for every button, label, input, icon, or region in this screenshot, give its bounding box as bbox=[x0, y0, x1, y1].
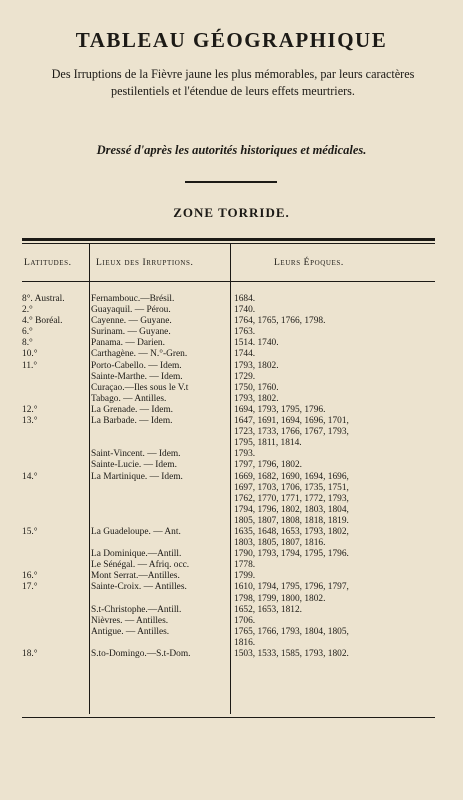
lieu-cell: La Dominique.—Antill. bbox=[91, 549, 182, 560]
table-row bbox=[22, 571, 435, 582]
epoques-cell: 1669, 1682, 1690, 1694, 1696, bbox=[234, 471, 349, 482]
lieu-cell: Fernambouc.—Brésil. bbox=[91, 294, 175, 304]
epoques-cell: 1795, 1811, 1814. bbox=[234, 438, 302, 449]
lieu-cell: La Grenade. — Idem. bbox=[91, 404, 173, 415]
epoques-cell: 1503, 1533, 1585, 1793, 1802. bbox=[234, 649, 349, 659]
table-row bbox=[22, 383, 435, 394]
table-row bbox=[22, 582, 435, 593]
epoques-cell: 1706. bbox=[234, 615, 256, 626]
epoques-cell: 1652, 1653, 1812. bbox=[234, 604, 302, 615]
column-header-epoques: Leurs Époques. bbox=[274, 258, 344, 268]
lieu-cell: Cayenne. — Guyane. bbox=[91, 316, 172, 327]
table-row bbox=[22, 549, 435, 560]
lieu-cell: La Guadeloupe. — Ant. bbox=[91, 526, 181, 537]
table-row bbox=[22, 294, 435, 305]
latitude-cell: 11.° bbox=[22, 360, 38, 371]
header-rule bbox=[22, 281, 435, 282]
table-row bbox=[22, 427, 435, 438]
epoques-cell: 1797, 1796, 1802. bbox=[234, 460, 302, 471]
page-subtitle: Des Irruptions de la Fièvre jaune les plus mémorables, par leurs caractères pestilentiels et l'étendue de leurs effets meurtriers. bbox=[51, 67, 415, 98]
epoques-cell: 1740. bbox=[234, 305, 256, 316]
epoques-cell: 1684. bbox=[234, 294, 256, 304]
table-row bbox=[22, 594, 435, 605]
epoques-cell: 1750, 1760. bbox=[234, 382, 279, 393]
epoques-cell: 1729. bbox=[234, 371, 256, 382]
epoques-cell: 1514. 1740. bbox=[234, 338, 279, 349]
epoques-cell: 1694, 1793, 1795, 1796. bbox=[234, 404, 326, 415]
epoques-cell: 1635, 1648, 1653, 1793, 1802, bbox=[234, 526, 349, 537]
table-row bbox=[22, 638, 435, 649]
lieu-cell: Sainte-Marthe. — Idem. bbox=[91, 371, 183, 382]
latitude-cell: 13.° bbox=[22, 416, 38, 427]
epoques-cell: 1798, 1799, 1800, 1802. bbox=[234, 593, 326, 604]
table-row bbox=[22, 472, 435, 483]
table-row bbox=[22, 560, 435, 571]
table-row bbox=[22, 505, 435, 516]
epoques-cell: 1794, 1796, 1802, 1803, 1804, bbox=[234, 504, 349, 515]
table-row bbox=[22, 605, 435, 616]
table-row bbox=[22, 361, 435, 372]
table-row bbox=[22, 527, 435, 538]
epoques-cell: 1793. bbox=[234, 449, 256, 460]
latitude-cell: 12.° bbox=[22, 404, 38, 415]
epoques-cell: 1763. bbox=[234, 327, 256, 338]
epoques-cell: 1697, 1703, 1706, 1735, 1751, bbox=[234, 482, 349, 493]
lieu-cell: Nièvres. — Antilles. bbox=[91, 615, 169, 626]
column-header-latitudes: Latitudes. bbox=[24, 258, 72, 268]
epoques-cell: 1723, 1733, 1766, 1767, 1793, bbox=[234, 427, 349, 438]
lieu-cell: Guayaquil. — Pérou. bbox=[91, 305, 171, 316]
table-row bbox=[22, 338, 435, 349]
table-row bbox=[22, 327, 435, 338]
table-row bbox=[22, 372, 435, 383]
latitude-cell: 8.° bbox=[22, 338, 33, 349]
epoques-cell: 1805, 1807, 1808, 1818, 1819. bbox=[234, 515, 349, 526]
table-body bbox=[22, 294, 435, 660]
epoques-cell: 1744. bbox=[234, 349, 256, 360]
latitude-cell: 16.° bbox=[22, 571, 38, 582]
latitude-cell: 10.° bbox=[22, 349, 38, 360]
ornament-rule bbox=[185, 181, 277, 183]
lieu-cell: Panama. — Darien. bbox=[91, 338, 165, 349]
latitude-cell: 6.° bbox=[22, 327, 33, 338]
table-row bbox=[22, 516, 435, 527]
epoques-cell: 1816. bbox=[234, 637, 256, 648]
latitude-cell: 4.° Boréal. bbox=[22, 316, 63, 327]
lieu-cell: La Barbade. — Idem. bbox=[91, 416, 173, 427]
lieu-cell: Antigue. — Antilles. bbox=[91, 626, 170, 637]
lieu-cell: La Martinique. — Idem. bbox=[91, 471, 183, 482]
table-row bbox=[22, 627, 435, 638]
table-row bbox=[22, 438, 435, 449]
epoques-cell: 1764, 1765, 1766, 1798. bbox=[234, 316, 326, 327]
lieu-cell: S.to-Domingo.—S.t-Dom. bbox=[91, 649, 191, 659]
column-header-lieux: Lieux des Irruptions. bbox=[96, 258, 194, 268]
epoques-cell: 1610, 1794, 1795, 1796, 1797, bbox=[234, 582, 349, 593]
latitude-cell: 17.° bbox=[22, 582, 38, 593]
table-row bbox=[22, 416, 435, 427]
page-title: TABLEAU GÉOGRAPHIQUE bbox=[75, 28, 388, 52]
latitude-cell: 2.° bbox=[22, 305, 33, 316]
epoques-cell: 1790, 1793, 1794, 1795, 1796. bbox=[234, 549, 349, 560]
lieu-cell: Surinam. — Guyane. bbox=[91, 327, 171, 338]
lieu-cell: Curaçao.—Iles sous le V.t bbox=[91, 382, 189, 393]
table-top-thin-rule bbox=[22, 243, 435, 244]
table-top-rule bbox=[22, 238, 435, 241]
table-row bbox=[22, 349, 435, 360]
table-row bbox=[22, 316, 435, 327]
lieu-cell: Carthagène. — N.°-Gren. bbox=[91, 349, 188, 360]
table-row bbox=[22, 494, 435, 505]
epoques-cell: 1762, 1770, 1771, 1772, 1793, bbox=[234, 493, 349, 504]
epoques-cell: 1803, 1805, 1807, 1816. bbox=[234, 538, 326, 549]
lieu-cell: Saint-Vincent. — Idem. bbox=[91, 449, 181, 460]
table-row bbox=[22, 394, 435, 405]
table-bottom-rule bbox=[22, 717, 435, 718]
table-row bbox=[22, 305, 435, 316]
latitude-cell: 14.° bbox=[22, 471, 38, 482]
lieu-cell: Tabago. — Antilles. bbox=[91, 393, 167, 404]
table-row bbox=[22, 460, 435, 471]
lieu-cell: Sainte-Croix. — Antilles. bbox=[91, 582, 187, 593]
lieu-cell: Porto-Cabello. — Idem. bbox=[91, 360, 182, 371]
source-credit: Dressé d'après les autorités historiques et médicales. bbox=[96, 143, 367, 157]
epoques-cell: 1647, 1691, 1694, 1696, 1701, bbox=[234, 416, 349, 427]
table-row bbox=[22, 649, 435, 660]
latitude-cell: 18.° bbox=[22, 649, 38, 659]
table-row bbox=[22, 449, 435, 460]
lieu-cell: Le Sénégal. — Afriq. occ. bbox=[91, 560, 190, 571]
epoques-cell: 1778. bbox=[234, 560, 256, 571]
lieu-cell: S.t-Christophe.—Antill. bbox=[91, 604, 182, 615]
epoques-cell: 1793, 1802. bbox=[234, 393, 279, 404]
table-row bbox=[22, 538, 435, 549]
lieu-cell: Sainte-Lucie. — Idem. bbox=[91, 460, 177, 471]
table-row bbox=[22, 483, 435, 494]
latitude-cell: 8°. Austral. bbox=[22, 294, 65, 304]
epoques-cell: 1793, 1802. bbox=[234, 360, 279, 371]
table-row bbox=[22, 405, 435, 416]
epoques-cell: 1765, 1766, 1793, 1804, 1805, bbox=[234, 626, 349, 637]
lieu-cell: Mont Serrat.—Antilles. bbox=[91, 571, 180, 582]
epoques-cell: 1799. bbox=[234, 571, 256, 582]
table-row bbox=[22, 616, 435, 627]
latitude-cell: 15.° bbox=[22, 526, 38, 537]
section-heading: ZONE TORRIDE. bbox=[173, 205, 290, 220]
